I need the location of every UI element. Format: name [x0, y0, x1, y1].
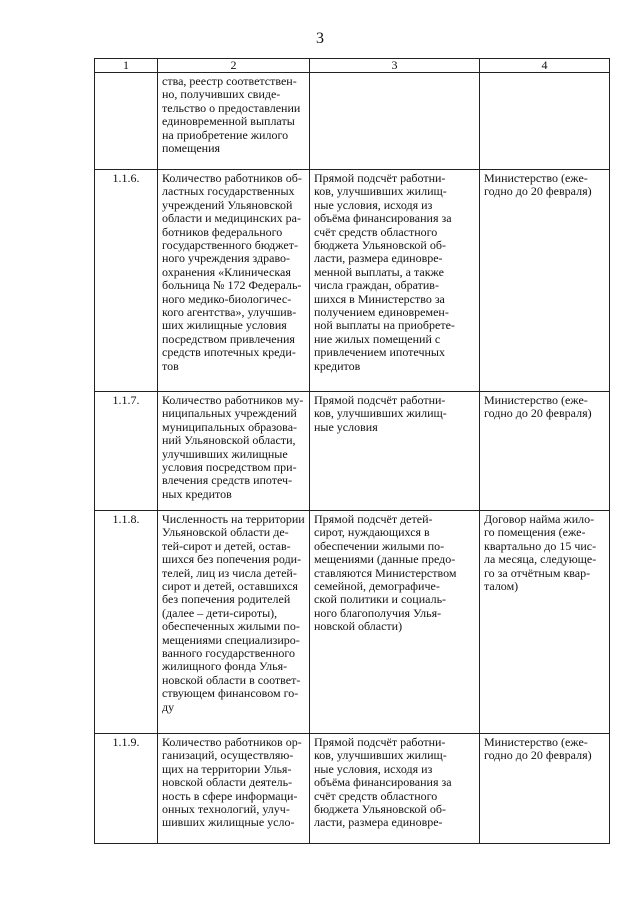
source-cell: Договор найма жило- го помещения (еже- квартально до 15 чис- ла месяца, следующе- го за отчётным квар- талом)	[480, 511, 610, 734]
row-number: 1.1.8.	[95, 511, 158, 734]
indicator-cell: Количество работников об- ластных государственных учреждений Ульяновской области и медицинских ра- ботников федерального государственного бюджет- ного учреждения здраво- охранения «Клиническая больница № 172 Федераль- ного медико-биологичес- кого агентства», улучшив- ших жилищные условия посредством привлечения средств ипотечных креди- тов	[158, 170, 310, 392]
table-header-row	[95, 59, 610, 73]
method-cell: Прямой подсчёт работни- ков, улучшивших жилищ- ные условия, исходя из объёма финансирования за счёт средств областного бюджета Ульяновской об- ласти, размера единовре- менной выплаты, а также числа граждан, обратив- шихся в Министерство за получением единовремен- ной выплаты на приобрете- ние жилых помещений с привлечением ипотечных кредитов	[310, 170, 480, 392]
method-cell: Прямой подсчёт работни- ков, улучшивших жилищ- ные условия, исходя из объёма финансирования за счёт средств областного бюджета Ульяновской об- ласти, размера единовре-	[310, 734, 480, 844]
table-row	[95, 392, 610, 511]
indicator-cell: Количество работников му- ниципальных учреждений муниципальных образова- ний Ульяновской области, улучшивших жилищные условия посредством при- влечения средств ипотеч- ных кредитов	[158, 392, 310, 511]
indicator-cell: Численность на территории Ульяновской области де- тей-сирот и детей, остав- шихся без попечения роди- телей, лиц из числа детей- сирот и детей, оставшихся без попечения родителей (далее – дети-сироты), обеспеченных жилыми по- мещениями специализиро- ванного государственного жилищного фонда Улья- новской области в соответ- ствующем финансовом го- ду	[158, 511, 310, 734]
column-header: 4	[480, 59, 610, 73]
indicator-cell: ства, реестр соответствен- но, получивших свиде- тельство о предоставлении единовременной выплаты на приобретение жилого помещения	[158, 73, 310, 170]
indicator-cell: Количество работников ор- ганизаций, осуществляю- щих на территории Улья- новской области деятель- ность в сфере информаци- онных технологий, улуч- шивших жилищные усло-	[158, 734, 310, 844]
row-number: 1.1.6.	[95, 170, 158, 392]
method-cell	[310, 73, 480, 170]
method-cell: Прямой подсчёт работни- ков, улучшивших жилищ- ные условия	[310, 392, 480, 511]
column-header: 1	[95, 59, 158, 73]
table-row	[95, 511, 610, 734]
row-number	[95, 73, 158, 170]
source-cell	[480, 73, 610, 170]
source-cell: Министерство (еже- годно до 20 февраля)	[480, 170, 610, 392]
method-cell: Прямой подсчёт детей- сирот, нуждающихся в обеспечении жилыми по- мещениями (данные предо- ставляются Министерством семейной, демографиче- ской политики и социаль- ного благополучия Улья- новской области)	[310, 511, 480, 734]
source-cell: Министерство (еже- годно до 20 февраля)	[480, 392, 610, 511]
table-row	[95, 734, 610, 844]
table-row	[95, 73, 610, 170]
table-row	[95, 170, 610, 392]
page-number: 3	[316, 30, 324, 47]
row-number: 1.1.7.	[95, 392, 158, 511]
indicator-table	[94, 58, 610, 844]
source-cell: Министерство (еже- годно до 20 февраля)	[480, 734, 610, 844]
column-header: 2	[158, 59, 310, 73]
column-header: 3	[310, 59, 480, 73]
row-number: 1.1.9.	[95, 734, 158, 844]
